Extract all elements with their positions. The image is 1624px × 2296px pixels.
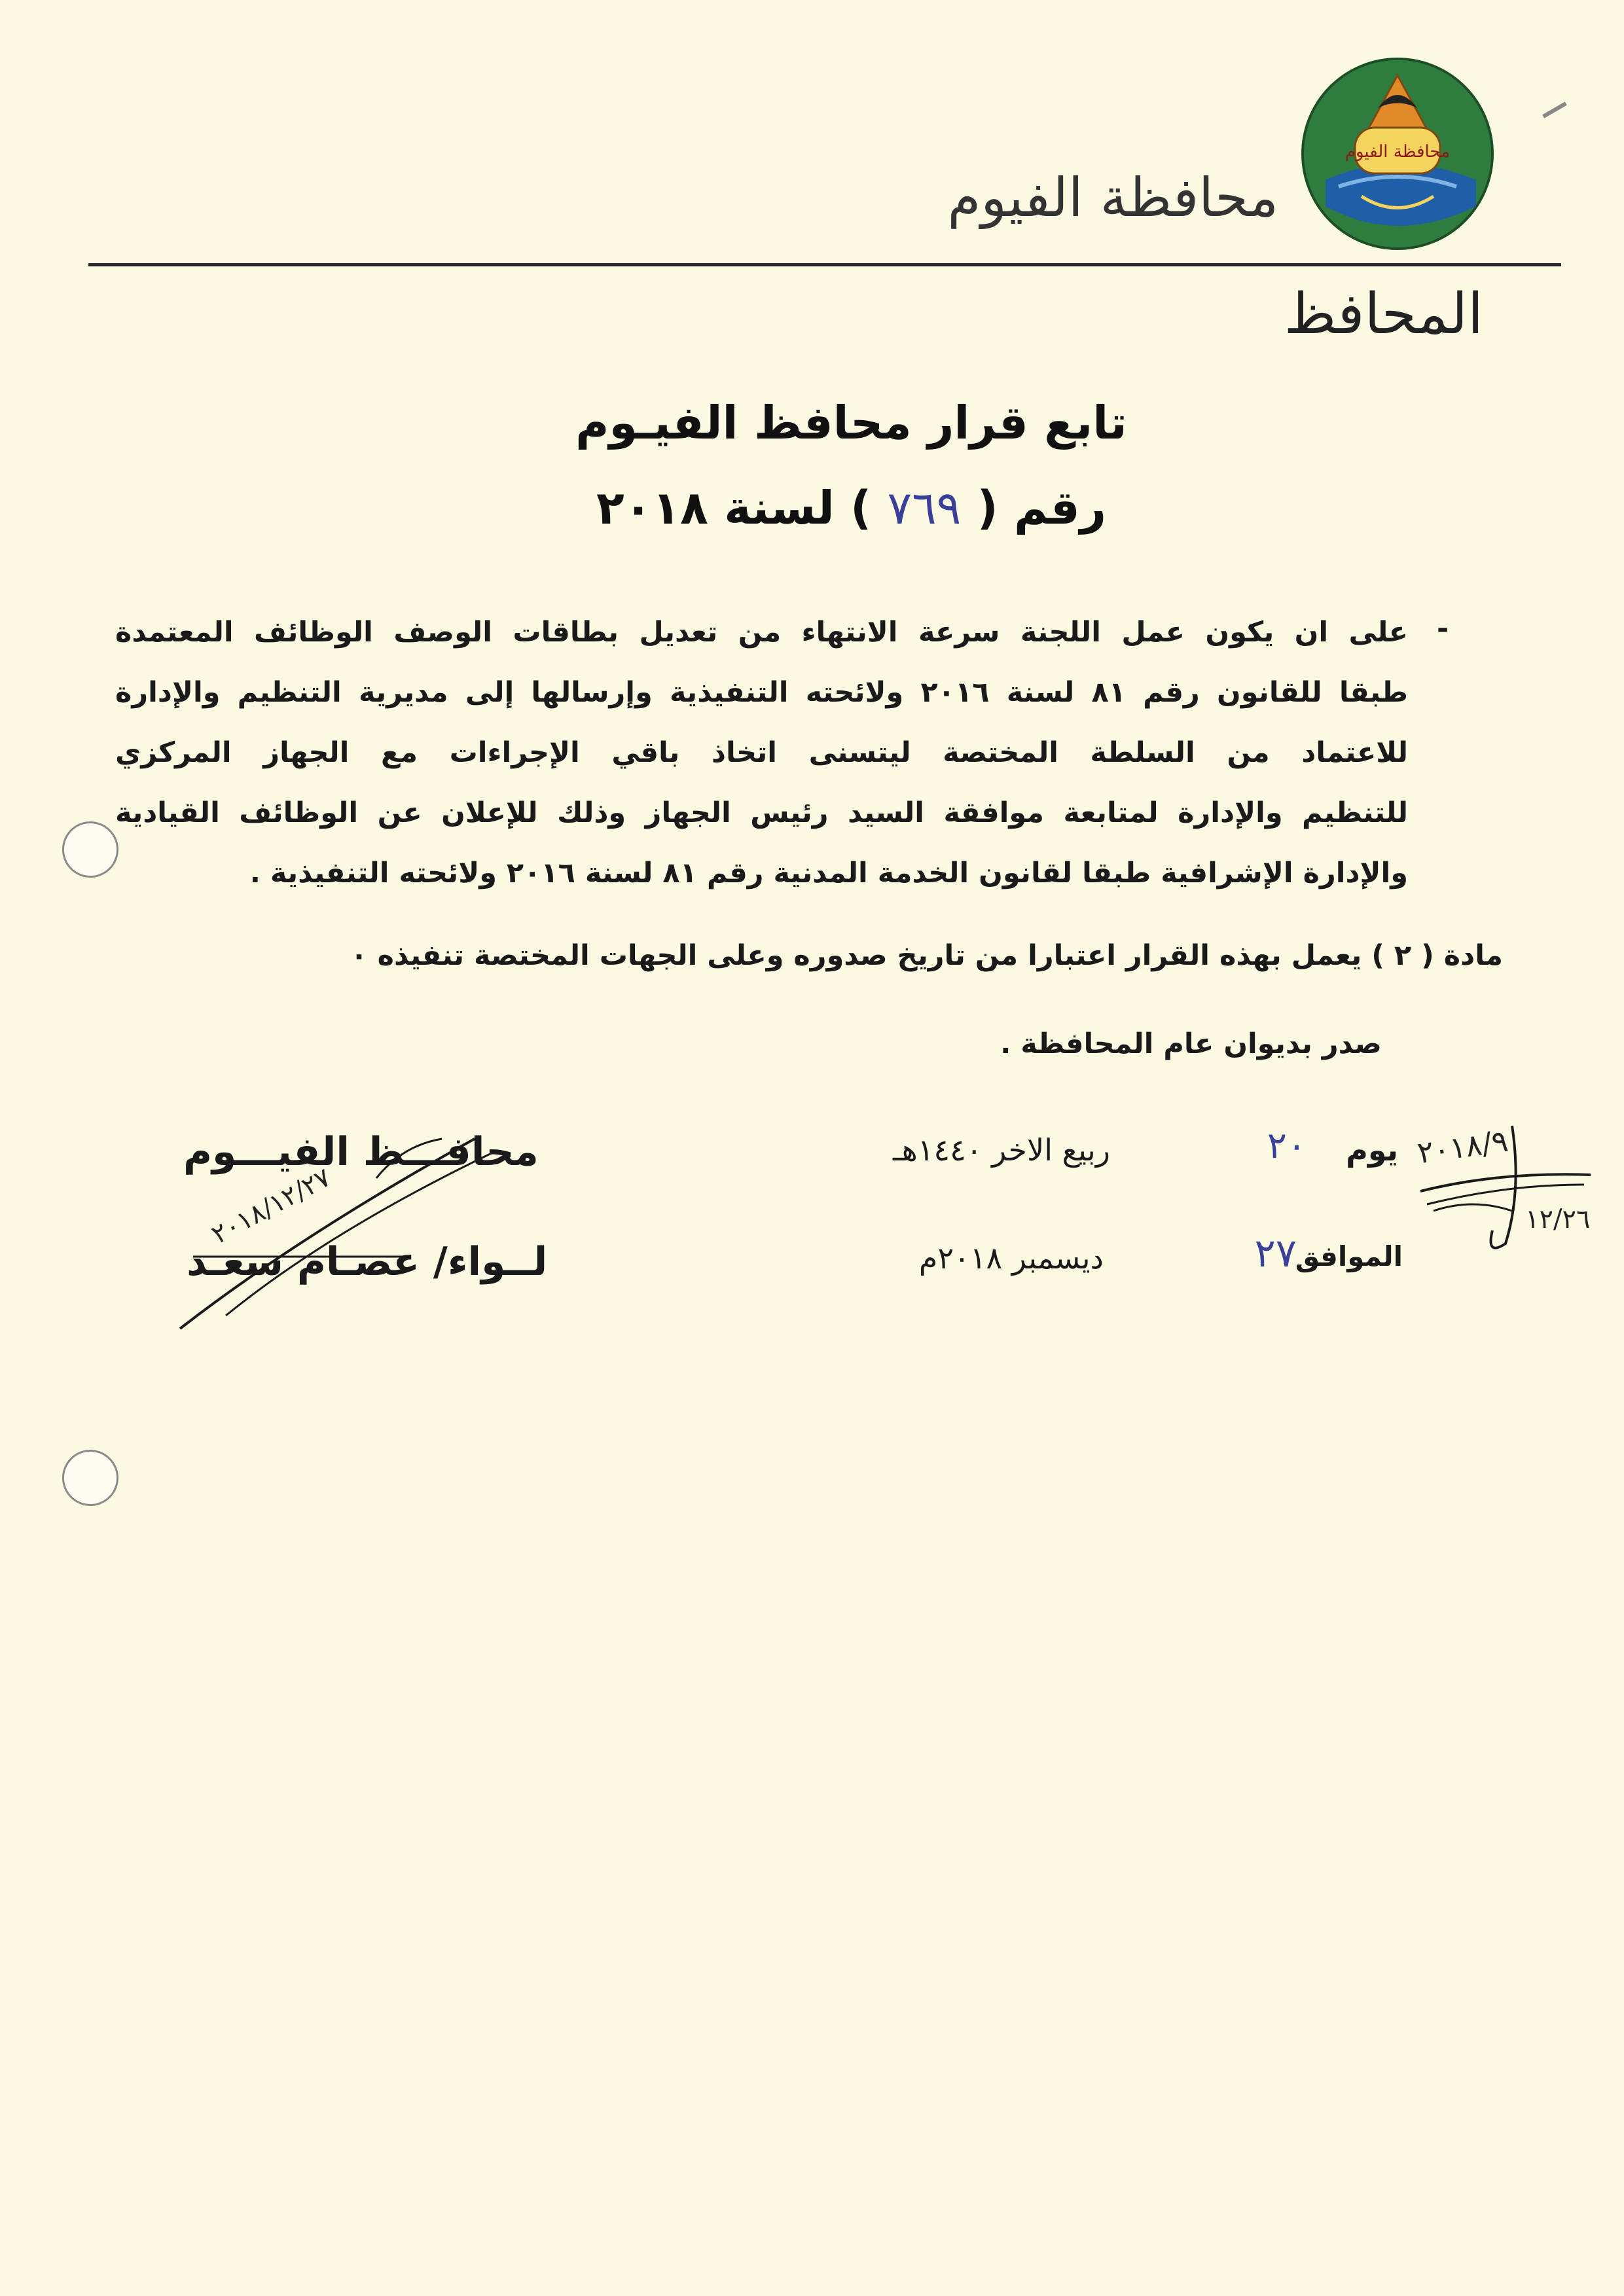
body-line: على ان يكون عمل اللجنة سرعة الانتهاء من تعديل بطاقات الوصف الوظائف المعتمدة [115,616,1408,649]
corresponding-label: الموافق [1295,1240,1403,1272]
day-label: يوم [1346,1132,1398,1168]
initials-handwritten: ٢٠١٨/٩ [1415,1122,1511,1171]
signatory-name: لــواء/ عصـام سعـد [187,1239,548,1285]
issued-at: صدر بديوان عام المحافظة . [1000,1028,1382,1060]
decree-number-suffix: ) لسنة ٢٠١٨ [596,481,872,535]
body-line: طبقا للقانون رقم ٨١ لسنة ٢٠١٦ ولائحته التنفيذية وإرسالها إلى مديرية التنظيم والإدارة [115,676,1408,709]
office-label: المحافظ [1284,281,1483,347]
decree-number-handwritten: ٧٦٩ [887,481,962,535]
day-handwritten: ٢٠ [1267,1124,1307,1167]
article-two: مادة ( ٢ ) يعمل بهذه القرار اعتبارا من تاريخ صدوره وعلى الجهات المختصة تنفيذه ٠ [350,939,1503,972]
body-line: للاعتماد من السلطة المختصة ليتسنى اتخاذ باقي الإجراءات مع الجهاز المركزي [115,736,1408,769]
corresponding-handwritten: ٢٧ [1254,1230,1297,1276]
body-line: للتنظيم والإدارة لمتابعة موافقة السيد رئيس الجهاز وذلك للإعلان عن الوظائف القيادية [115,797,1408,829]
header-divider [88,263,1561,266]
governorate-name: محافظة الفيوم [947,167,1278,229]
scan-mark [1542,101,1567,118]
logo-label: محافظة الفيوم [1344,142,1451,162]
hijri-date: ربيع الاخر ١٤٤٠هـ [892,1132,1110,1168]
paragraph-bullet: - [1437,612,1449,645]
body-line: والإدارة الإشرافية طبقا لقانون الخدمة المدنية رقم ٨١ لسنة ٢٠١٦ ولائحته التنفيذية . [249,857,1408,889]
body-paragraph [115,602,1408,903]
punch-hole [62,821,118,878]
signatory-title: محافـــظ الفيـــوم [183,1129,539,1175]
signature-handwritten-date: ٢٠١٨/١٢/٢٧ [206,1162,336,1250]
decree-title: تابع قرار محافظ الفيـوم [575,396,1127,450]
punch-hole [62,1450,118,1506]
decree-number-line [0,481,1624,535]
initials-handwritten-date: ١٢/٢٦ [1525,1204,1591,1234]
gregorian-date: ديسمبر ٢٠١٨م [918,1240,1104,1276]
decree-number-prefix: رقم ( [977,481,1107,535]
governorate-logo [1299,56,1496,252]
